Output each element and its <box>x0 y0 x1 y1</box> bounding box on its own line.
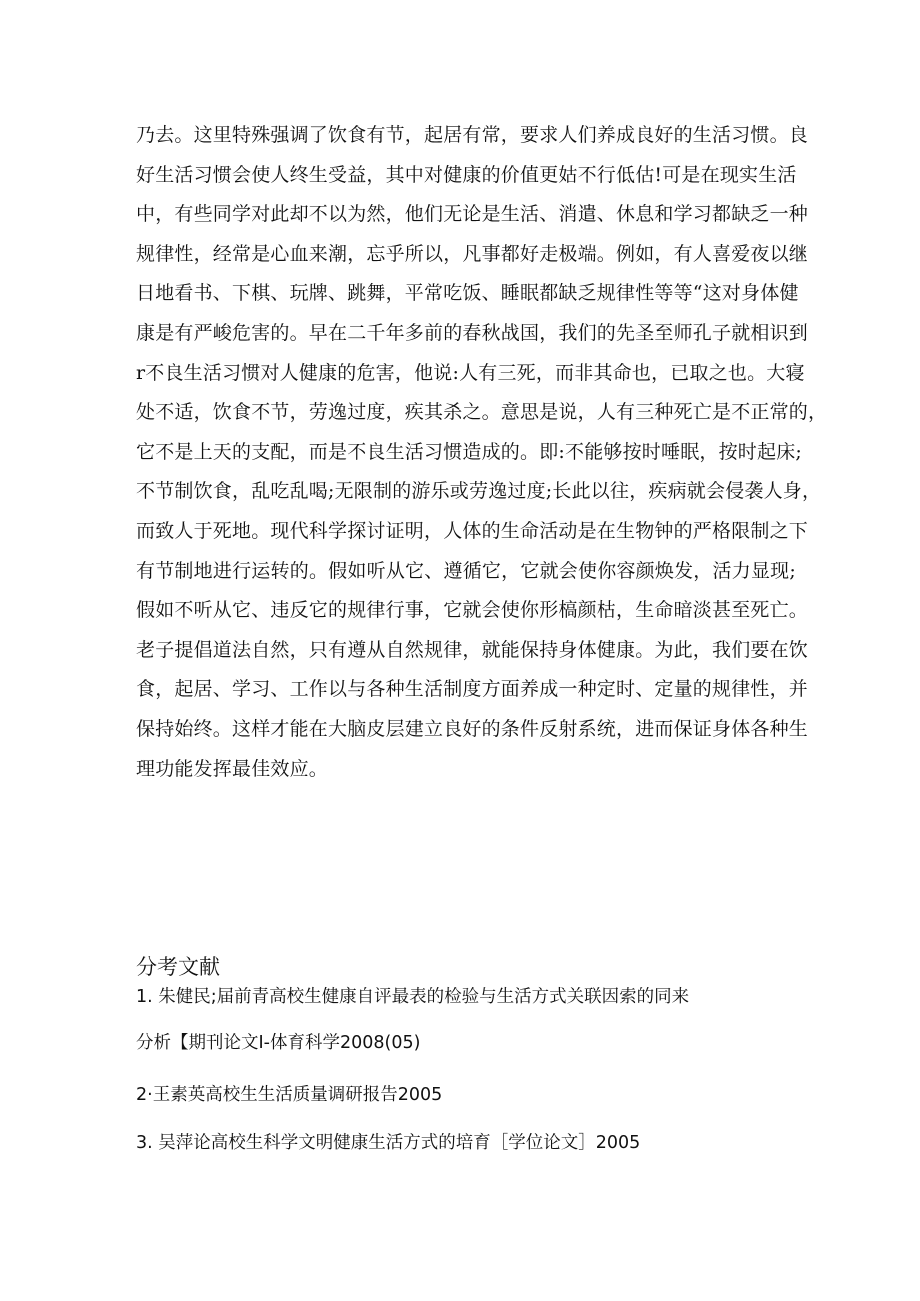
body-line: 假如不听从它、违反它的规律行事，它就会使你形槁颜枯，生命暗淡甚至死亡。 <box>136 599 809 622</box>
body-line: 不节制饮食，乱吃乱喝;无限制的游乐或劳逸过度;长此以往，疾病就会侵袭人身， <box>136 480 822 503</box>
body-line: 日地看书、下棋、玩牌、跳舞，平常吃饭、睡眠都缺乏规律性等等“这对身体健 <box>136 282 799 305</box>
body-line: 理功能发挥最佳效应。 <box>136 757 329 780</box>
body-line: 中，有些同学对此却不以为然，他们无论是生活、消遣、休息和学习都缺乏一种 <box>136 203 809 226</box>
body-line: 有节制地进行运转的。假如听从它、遵循它，它就会使你容颜焕发，活力显现; <box>136 559 796 582</box>
body-line: 而致人于死地。现代科学探讨证明，人体的生命活动是在生物钟的严格限制之下 <box>136 519 809 542</box>
references-section <box>136 952 816 1153</box>
body-line: 处不适，饮食不节，劳逸过度，疾其杀之。意思是说，人有三种死亡是不正常的， <box>136 401 828 424</box>
body-line: 规律性，经常是心血来潮，忘乎所以，凡事都好走极端。例如，有人喜爱夜以继 <box>136 242 809 265</box>
body-line: 乃去。这里特殊强调了饮食有节，起居有常，要求人们养成良好的生活习惯。良 <box>136 124 809 146</box>
reference-item: 3. 吴萍论高校生科学文明健康生活方式的培育［学位论文］2005 <box>136 1133 641 1153</box>
body-line: 它不是上天的支配，而是不良生活习惯造成的。即:不能够按时唾眠，按时起床; <box>136 440 803 463</box>
body-line: 康是有严峻危害的。早在二千年多前的春秋战国，我们的先圣至师孔子就相识到 <box>136 321 809 344</box>
body-text <box>136 116 828 789</box>
body-line: r不良生活习惯对人健康的危害，他说:人有三死，而非其命也，已取之也。大寝 <box>136 361 805 384</box>
reference-item: 1. 朱健民;届前青高校生健康自评最表的检验与生活方式关联因索的同来 <box>136 987 690 1007</box>
body-line: 食，起居、学习、工作以与各种生活制度方面养成一种定时、定量的规律性，并 <box>136 678 809 701</box>
reference-item-continuation: 分析【期刊论文I-体育科学2008(05) <box>136 1033 421 1053</box>
references-heading: 分考文献 <box>136 955 220 979</box>
body-line: 好生活习惯会使人终生受益，其中对健康的价值更姑不行低估!可是在现实生活 <box>136 163 797 186</box>
reference-item: 2·王素英高校生生活质量调研报告2005 <box>136 1085 443 1105</box>
body-line: 保持始终。这样才能在大脑皮层建立良好的条件反射系统，进而保证身体各种生 <box>136 717 809 740</box>
body-line: 老子提倡道法自然，只有遵从自然规律，就能保持身体健康。为此，我们要在饮 <box>136 638 809 661</box>
